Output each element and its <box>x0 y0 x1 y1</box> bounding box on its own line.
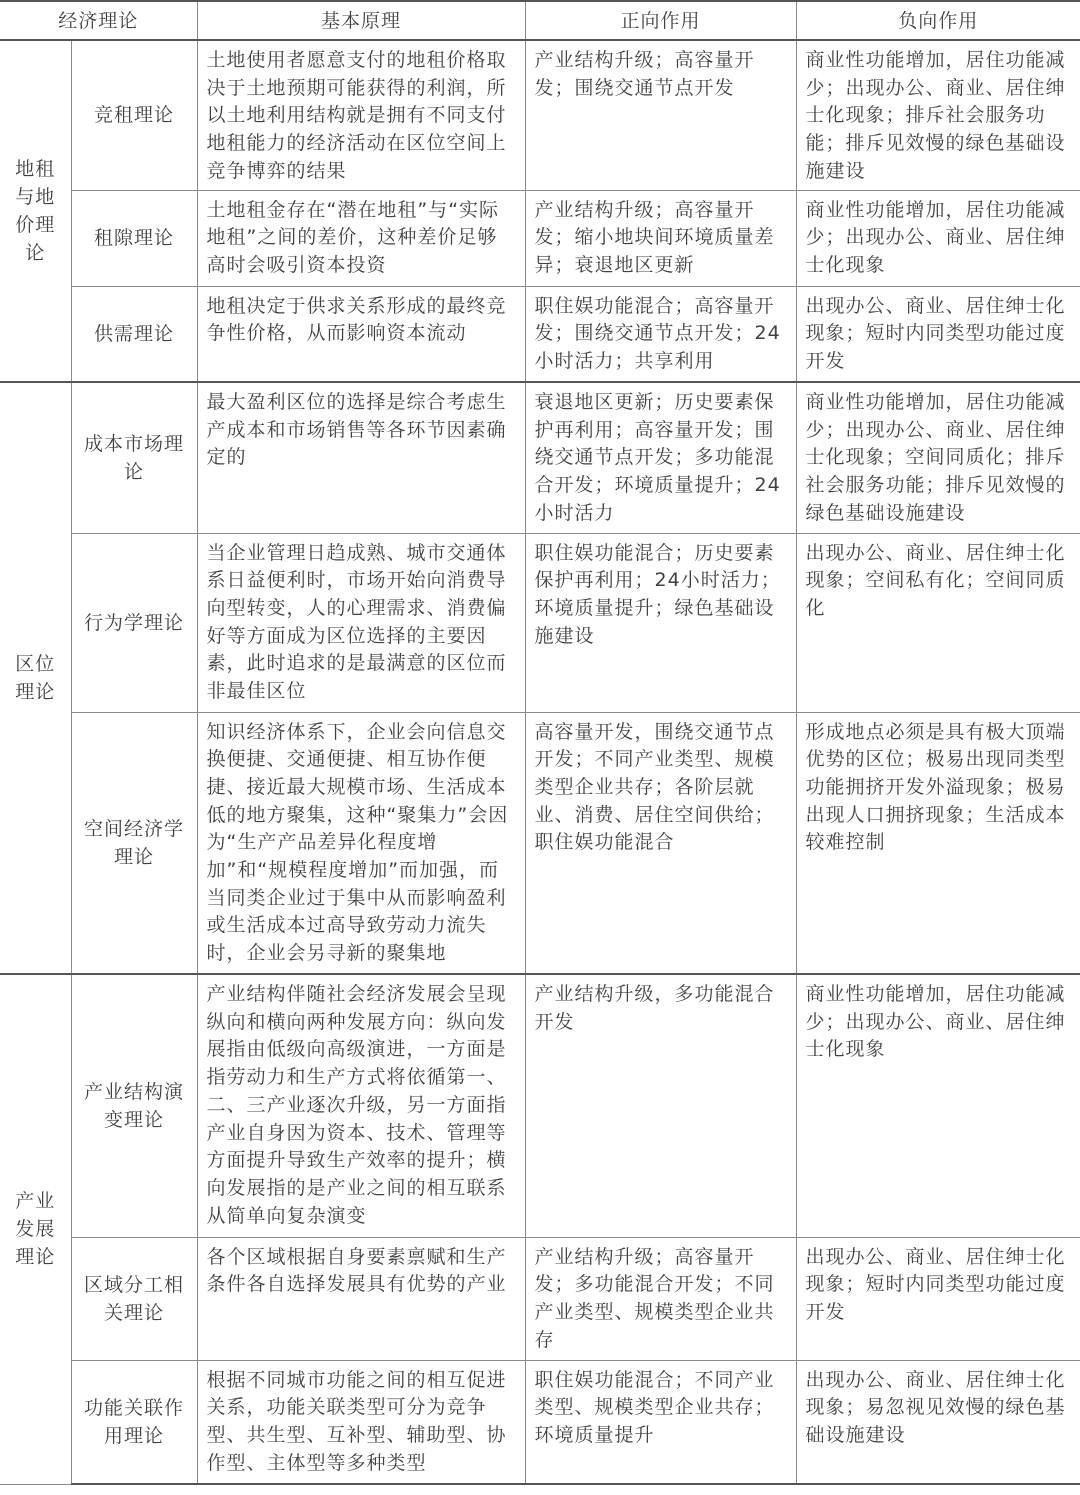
positive-cell: 衰退地区更新；历史要素保护再利用；高容量开发；围绕交通节点开发；多功能混合开发；环境质量提升；24小时活力 <box>525 382 796 533</box>
theory-name: 供需理论 <box>71 286 197 382</box>
table-row <box>0 190 1080 286</box>
negative-cell: 商业性功能增加，居住功能减少；出现办公、商业、居住绅士化现象 <box>796 190 1080 286</box>
table-row <box>0 40 1080 190</box>
table-row <box>0 712 1080 974</box>
negative-cell: 形成地点必须是具有极大顶端优势的区位；极易出现同类型功能拥挤开发外溢现象；极易出现人口拥挤现象；生活成本较难控制 <box>796 712 1080 974</box>
table-row <box>0 382 1080 533</box>
theory-name: 区域分工相关理论 <box>71 1237 197 1360</box>
theory-name: 竞租理论 <box>71 40 197 190</box>
header-row <box>0 1 1080 40</box>
theory-name: 成本市场理论 <box>71 382 197 533</box>
positive-cell: 产业结构升级；高容量开发；缩小地块间环境质量差异；衰退地区更新 <box>525 190 796 286</box>
principle-cell: 根据不同城市功能之间的相互促进关系，功能关联类型可分为竞争型、共生型、互补型、辅助型、协作型、主体型等多种类型 <box>197 1360 525 1484</box>
positive-cell: 产业结构升级；高容量开发；围绕交通节点开发 <box>525 40 796 190</box>
theory-name: 行为学理论 <box>71 533 197 712</box>
table-row <box>0 974 1080 1237</box>
table-row <box>0 286 1080 382</box>
group-location: 区位 理论 <box>0 382 71 974</box>
principle-cell: 当企业管理日趋成熟、城市交通体系日益便利时，市场开始向消费导向型转变，人的心理需求、消费偏好等方面成为区位选择的主要因素，此时追求的是最满意的区位而非最佳区位 <box>197 533 525 712</box>
table-row <box>0 533 1080 712</box>
principle-cell: 土地使用者愿意支付的地租价格取决于土地预期可能获得的利润，所以土地利用结构就是拥有不同支付地租能力的经济活动在区位空间上竞争博弈的结果 <box>197 40 525 190</box>
positive-cell: 产业结构升级，多功能混合开发 <box>525 974 796 1237</box>
theory-name: 租隙理论 <box>71 190 197 286</box>
theory-name: 产业结构演变理论 <box>71 974 197 1237</box>
header-theory: 经济理论 <box>0 1 197 40</box>
table-row <box>0 1237 1080 1360</box>
positive-cell: 高容量开发，围绕交通节点开发；不同产业类型、规模类型企业共存；各阶层就业、消费、居住空间供给；职住娱功能混合 <box>525 712 796 974</box>
principle-cell: 土地租金存在“潜在地租”与“实际地租”之间的差价，这种差价足够高时会吸引资本投资 <box>197 190 525 286</box>
positive-cell: 职住娱功能混合；历史要素保护再利用；24小时活力；环境质量提升；绿色基础设施建设 <box>525 533 796 712</box>
theory-name: 空间经济学理论 <box>71 712 197 974</box>
header-principle: 基本原理 <box>197 1 525 40</box>
positive-cell: 产业结构升级；高容量开发；多功能混合开发；不同产业类型、规模类型企业共存 <box>525 1237 796 1360</box>
positive-cell: 职住娱功能混合；不同产业类型、规模类型企业共存；环境质量提升 <box>525 1360 796 1484</box>
group-industry: 产业 发展 理论 <box>0 974 71 1484</box>
negative-cell: 出现办公、商业、居住绅士化现象；短时内同类型功能过度开发 <box>796 286 1080 382</box>
theory-name: 功能关联作用理论 <box>71 1360 197 1484</box>
principle-cell: 产业结构伴随社会经济发展会呈现纵向和横向两种发展方向：纵向发展指由低级向高级演进，一方面是指劳动力和生产方式将依循第一、二、三产业逐次升级，另一方面指产业自身因为资本、技术、管理等方面提升导致生产效率的提升；横向发展指的是产业之间的相互联系从简单向复杂演变 <box>197 974 525 1237</box>
table-row <box>0 1360 1080 1484</box>
negative-cell: 商业性功能增加，居住功能减少；出现办公、商业、居住绅士化现象 <box>796 974 1080 1237</box>
principle-cell: 地租决定于供求关系形成的最终竞争性价格，从而影响资本流动 <box>197 286 525 382</box>
header-positive: 正向作用 <box>525 1 796 40</box>
positive-cell: 职住娱功能混合；高容量开发；围绕交通节点开发；24小时活力；共享利用 <box>525 286 796 382</box>
header-negative: 负向作用 <box>796 1 1080 40</box>
group-land-rent: 地租 与地 价理 论 <box>0 40 71 382</box>
negative-cell: 商业性功能增加，居住功能减少；出现办公、商业、居住绅士化现象；排斥社会服务功能；排斥见效慢的绿色基础设施建设 <box>796 40 1080 190</box>
principle-cell: 最大盈利区位的选择是综合考虑生产成本和市场销售等各环节因素确定的 <box>197 382 525 533</box>
principle-cell: 各个区域根据自身要素禀赋和生产条件各自选择发展具有优势的产业 <box>197 1237 525 1360</box>
negative-cell: 出现办公、商业、居住绅士化现象；短时内同类型功能过度开发 <box>796 1237 1080 1360</box>
negative-cell: 商业性功能增加，居住功能减少；出现办公、商业、居住绅士化现象；空间同质化；排斥社会服务功能；排斥见效慢的绿色基础设施建设 <box>796 382 1080 533</box>
principle-cell: 知识经济体系下，企业会向信息交换便捷、交通便捷、相互协作便捷、接近最大规模市场、生活成本低的地方聚集，这种“聚集力”会因为“生产产品差异化程度增加”和“规模程度增加”而加强，而当同类企业过于集中从而影响盈利或生活成本过高导致劳动力流失时，企业会另寻新的聚集地 <box>197 712 525 974</box>
negative-cell: 出现办公、商业、居住绅士化现象；空间私有化；空间同质化 <box>796 533 1080 712</box>
negative-cell: 出现办公、商业、居住绅士化现象；易忽视见效慢的绿色基础设施建设 <box>796 1360 1080 1484</box>
